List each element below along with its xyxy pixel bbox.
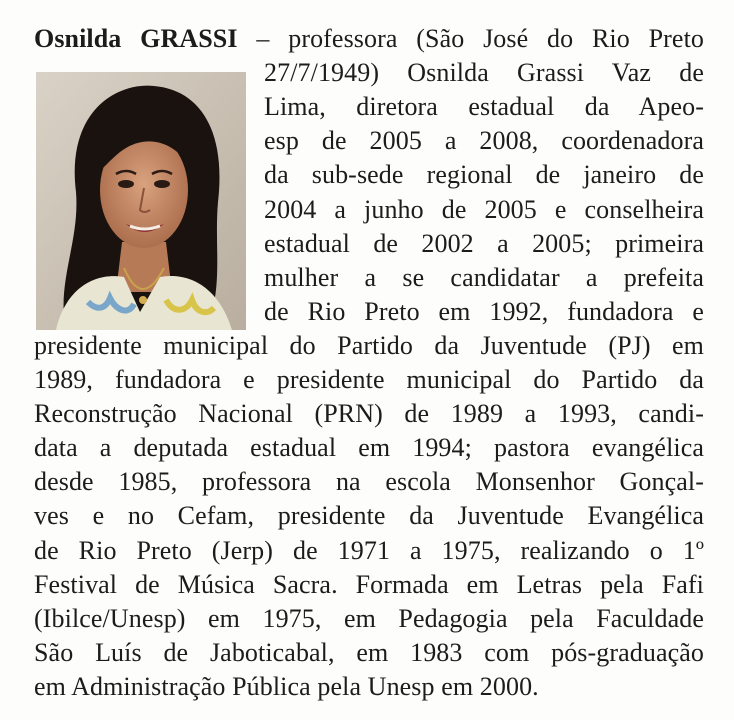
text-line-2: 27/7/1949) Osnilda Grassi Vaz de [264, 58, 704, 88]
text-line-11: 1989, fundadora e presidente municipal do Partido da [34, 365, 704, 394]
text-line-18: (Ibilce/Unesp) em 1975, em Pedagogia pela Faculdade [34, 603, 704, 633]
text-line-16: de Rio Preto (Jerp) de 1971 a 1975, realizando o 1º [34, 535, 704, 565]
text-line-10: presidente municipal do Partido da Juventude (PJ) em [34, 330, 704, 360]
person-name: Osnilda GRASSI [34, 24, 238, 53]
text-line-1-rest: – professora (São José do Rio Preto [237, 24, 704, 53]
portrait-photo [36, 72, 246, 330]
text-line-17: Festival de Música Sacra. Formada em Letras pela Fafi [34, 569, 704, 599]
text-line-13: data a deputada estadual em 1994; pastora evangélica [34, 433, 704, 463]
text-line-6: 2004 a junho de 2005 e conselheira [264, 194, 704, 224]
text-line-12: Reconstrução Nacional (PRN) de 1989 a 1993, candi- [34, 399, 704, 429]
text-line-1 [34, 24, 704, 54]
text-line-8: mulher a se candidatar a prefeita [264, 262, 704, 292]
text-line-7: estadual de 2002 a 2005; primeira [264, 228, 704, 258]
text-line-19: São Luís de Jaboticabal, em 1983 com pós-graduação [34, 637, 704, 667]
text-line-15: ves e no Cefam, presidente da Juventude Evangélica [34, 501, 704, 531]
text-line-9: de Rio Preto em 1992, fundadora e [264, 296, 704, 326]
text-line-3: Lima, diretora estadual da Apeo- [264, 92, 704, 122]
text-line-20: em Administração Pública pela Unesp em 2000. [34, 671, 539, 701]
text-line-14: desde 1985, professora na escola Monsenhor Gonçal- [34, 467, 704, 497]
text-line-4: esp de 2005 a 2008, coordenadora [264, 126, 704, 156]
portrait-illustration [36, 72, 246, 330]
text-line-5: da sub-sede regional de janeiro de [264, 160, 704, 190]
